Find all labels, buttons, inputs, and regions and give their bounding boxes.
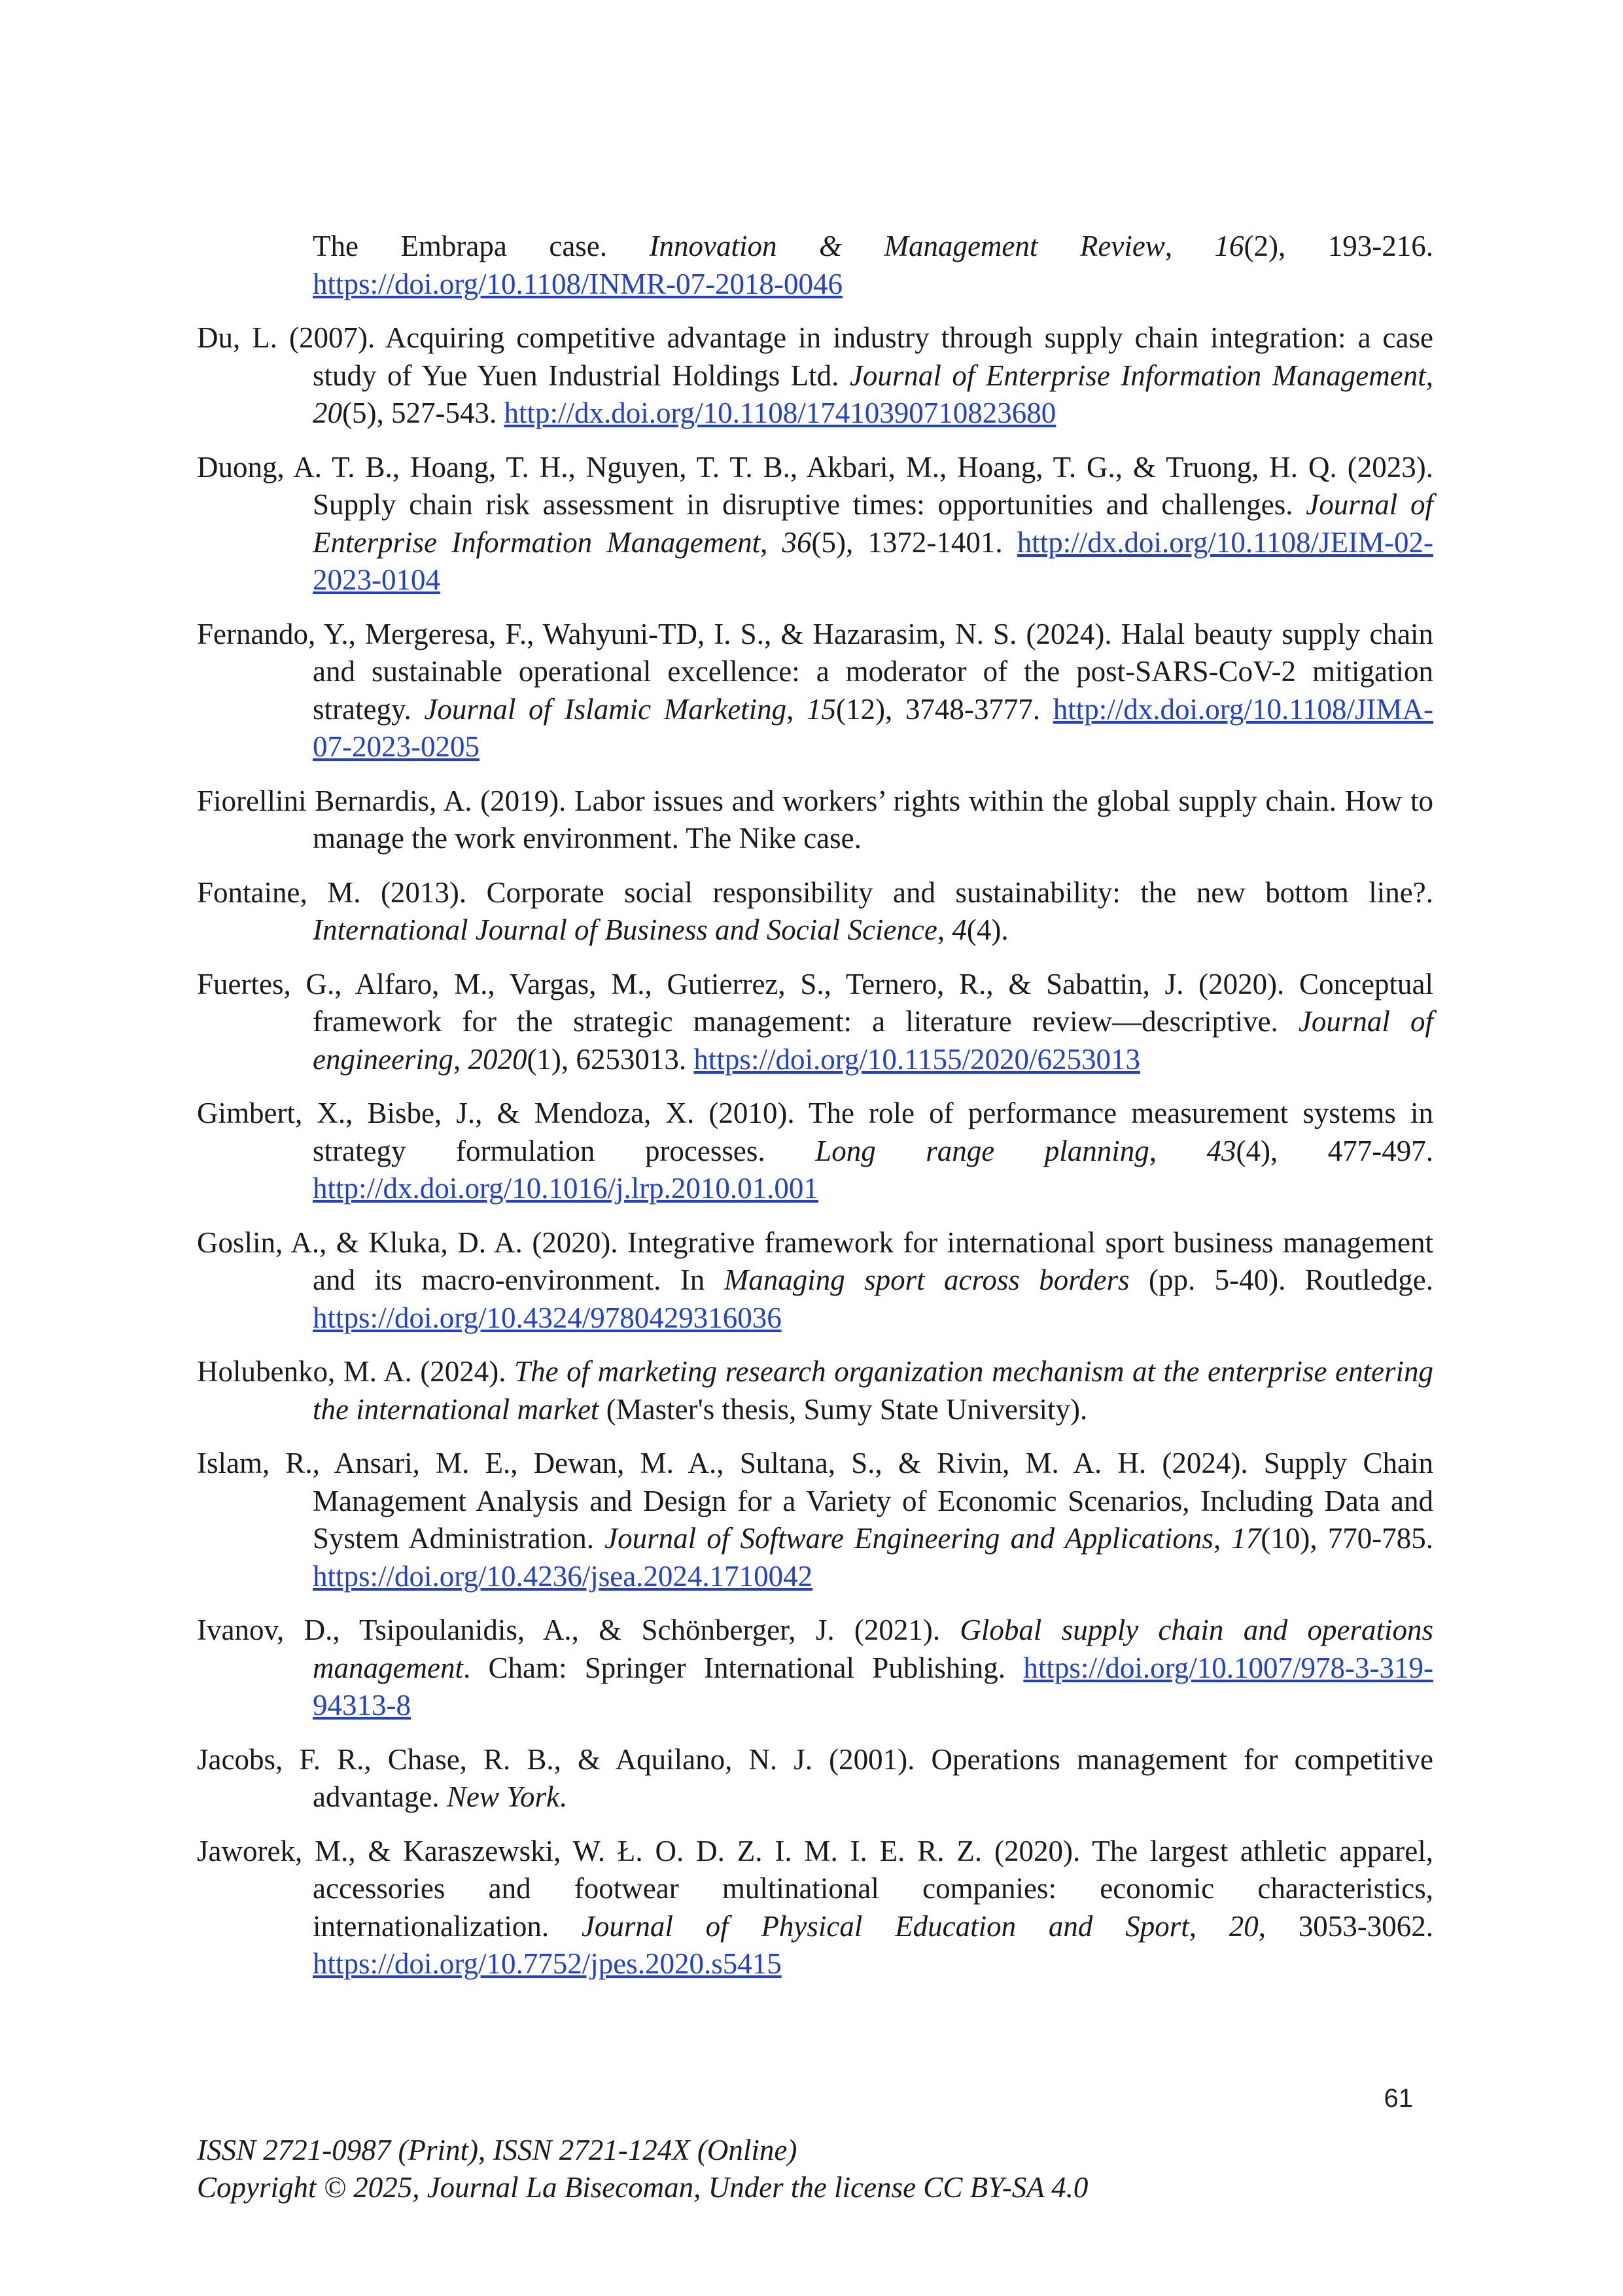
reference-italic-text: Managing sport across borders — [724, 1263, 1130, 1296]
reference-text: Islam, R., Ansari, M. E., Dewan, M. A., Sultana, S., & Rivin, M. A. H. (2024). Supply Chain Management Analysis and Design for a Variety of Economic Scenarios, Including Data and System Administration. — [197, 1447, 1433, 1555]
reference-entry — [197, 966, 1433, 1079]
reference-text: (pp. 5-40). Routledge. — [1129, 1263, 1433, 1296]
reference-italic-text: Innovation & Management Review — [649, 230, 1165, 262]
reference-italic-text: Global supply chain and operations management — [313, 1614, 1433, 1684]
reference-italic-text: Long range planning — [815, 1134, 1149, 1167]
reference-entry — [197, 616, 1433, 766]
doi-link[interactable]: http://dx.doi.org/10.1108/JIMA-07-2023-0205 — [313, 692, 1434, 763]
doi-link[interactable]: http://dx.doi.org/10.1108/17410390710823680 — [504, 397, 1056, 429]
reference-text: Gimbert, X., Bisbe, J., & Mendoza, X. (2010). The role of performance measurement systems in strategy formulation processes. — [197, 1097, 1433, 1167]
reference-italic-text: 17 — [1231, 1522, 1261, 1555]
reference-italic-text: Journal of engineering — [313, 1005, 1433, 1076]
reference-text: Duong, A. T. B., Hoang, T. H., Nguyen, T. T. B., Akbari, M., Hoang, T. G., & Truong, H. Q. (2023). Supply chain risk assessment in disruptive times: opportunities and challenges. — [197, 450, 1433, 521]
reference-text: (Master's thesis, Sumy State University). — [599, 1392, 1088, 1426]
reference-entry — [197, 1224, 1433, 1337]
reference-italic-text: International Journal of Business and Social Science — [313, 913, 937, 946]
doi-link[interactable]: https://doi.org/10.1155/2020/6253013 — [693, 1042, 1140, 1076]
reference-entry — [197, 449, 1433, 599]
reference-text: Jacobs, F. R., Chase, R. B., & Aquilano, N. J. (2001). Operations management for competitive advantage. — [197, 1742, 1433, 1813]
doi-link[interactable]: https://doi.org/10.4236/jsea.2024.1710042 — [313, 1559, 813, 1593]
reference-text: Du, L. (2007). Acquiring competitive advantage in industry through supply chain integration: a case study of Yue Yuen Industrial Holdings Ltd. — [197, 321, 1433, 392]
reference-text: (5), 527-543. — [342, 397, 504, 429]
reference-text: , — [1213, 1522, 1232, 1555]
reference-entry — [197, 1353, 1433, 1428]
reference-text: (4). — [966, 913, 1009, 946]
doi-link[interactable]: https://doi.org/10.1007/978-3-319-94313-8 — [313, 1651, 1433, 1722]
reference-text: Jaworek, M., & Karaszewski, W. Ł. O. D. Z. I. M. I. E. R. Z. (2020). The largest athletic apparel, accessories and footwear multinational companies: economic characteristics, internationalization. — [197, 1834, 1433, 1943]
reference-list — [197, 228, 1433, 2000]
reference-italic-text: New York — [446, 1780, 560, 1813]
doi-link[interactable]: https://doi.org/10.1108/INMR-07-2018-0046 — [313, 267, 843, 300]
reference-text: , — [786, 692, 807, 726]
reference-text: , — [937, 913, 952, 946]
reference-italic-text: The of marketing research organization mechanism at the enterprise entering the international market — [313, 1355, 1433, 1426]
reference-italic-text: Journal of Enterprise Information Management — [313, 488, 1433, 559]
page-number: 61 — [1384, 2084, 1413, 2113]
reference-text: Ivanov, D., Tsipoulanidis, A., & Schönberger, J. (2021). — [197, 1614, 960, 1646]
reference-italic-text: 43 — [1206, 1134, 1236, 1167]
reference-italic-text: 36 — [782, 525, 812, 559]
reference-italic-text: Journal of Islamic Marketing — [424, 692, 787, 726]
reference-text: Fontaine, M. (2013). Corporate social responsibility and sustainability: the new bottom line?. — [197, 875, 1433, 909]
reference-text: Fernando, Y., Mergeresa, F., Wahyuni-TD, I. S., & Hazarasim, N. S. (2024). Halal beauty supply chain and sustainable operational excellence: a moderator of the post-SARS-CoV-2 mitigation strategy. — [197, 617, 1433, 726]
reference-text: , — [760, 525, 782, 559]
reference-entry — [197, 1445, 1433, 1595]
reference-text: , 3053-3062. — [1258, 1909, 1434, 1943]
reference-text: Fiorellini Bernardis, A. (2019). Labor issues and workers’ rights within the global supply chain. How to manage the work environment. The Nike case. — [197, 784, 1433, 855]
reference-italic-text: Journal of Software Engineering and Applications — [604, 1522, 1213, 1555]
reference-text: , — [1425, 359, 1433, 392]
reference-text: , — [1164, 230, 1215, 262]
reference-italic-text: Journal of Physical Education and Sport — [581, 1909, 1189, 1943]
doi-link[interactable]: http://dx.doi.org/10.1108/JEIM-02-2023-0104 — [313, 525, 1433, 596]
doi-link[interactable]: http://dx.doi.org/10.1016/j.lrp.2010.01.001 — [313, 1172, 818, 1205]
reference-text: (10), 770-785. — [1261, 1522, 1433, 1555]
reference-italic-text: 2020 — [468, 1042, 527, 1076]
reference-text: , — [1149, 1134, 1207, 1167]
reference-text: Holubenko, M. A. (2024). — [197, 1355, 515, 1388]
reference-entry — [197, 319, 1433, 433]
reference-text: Goslin, A., & Kluka, D. A. (2020). Integrative framework for international sport business management and its macro-environment. In — [197, 1226, 1433, 1296]
footer-issn: ISSN 2721-0987 (Print), ISSN 2721-124X (Online) — [197, 2134, 797, 2166]
doi-link[interactable]: https://doi.org/10.4324/9780429316036 — [313, 1301, 782, 1334]
reference-text: The Embrapa case. — [313, 230, 650, 262]
page-footer — [197, 2132, 1088, 2206]
reference-italic-text: 20 — [313, 397, 342, 429]
reference-entry — [197, 783, 1433, 858]
reference-entry — [197, 1612, 1433, 1725]
reference-text: , — [1189, 1909, 1229, 1943]
reference-entry — [197, 1833, 1433, 1983]
footer-copyright: Copyright © 2025, Journal La Bisecoman, Under the license CC BY-SA 4.0 — [197, 2171, 1089, 2204]
reference-italic-text: 20 — [1229, 1909, 1259, 1943]
reference-italic-text: 15 — [807, 692, 837, 726]
reference-text: (5), 1372-1401. — [811, 525, 1017, 559]
reference-text: (2), 193-216. — [1244, 230, 1433, 262]
reference-entry — [197, 874, 1433, 949]
reference-entry — [197, 1095, 1433, 1208]
reference-entry — [197, 1741, 1433, 1816]
reference-text: (12), 3748-3777. — [836, 692, 1053, 726]
reference-text: (1), 6253013. — [527, 1042, 694, 1076]
reference-text: Fuertes, G., Alfaro, M., Vargas, M., Gutierrez, S., Ternero, R., & Sabattin, J. (2020). Conceptual framework for the strategic management: a literature review—descriptive. — [197, 967, 1433, 1038]
reference-text: , — [453, 1042, 468, 1076]
reference-entry — [197, 228, 1433, 303]
reference-text: (4), 477-497. — [1236, 1134, 1433, 1167]
reference-text: . — [559, 1780, 567, 1813]
reference-italic-text: 16 — [1214, 230, 1244, 262]
doi-link[interactable]: https://doi.org/10.7752/jpes.2020.s5415 — [313, 1947, 782, 1980]
reference-italic-text: 4 — [952, 913, 967, 946]
reference-italic-text: Journal of Enterprise Information Management — [849, 359, 1426, 392]
reference-text: . Cham: Springer International Publishing. — [462, 1651, 1024, 1684]
